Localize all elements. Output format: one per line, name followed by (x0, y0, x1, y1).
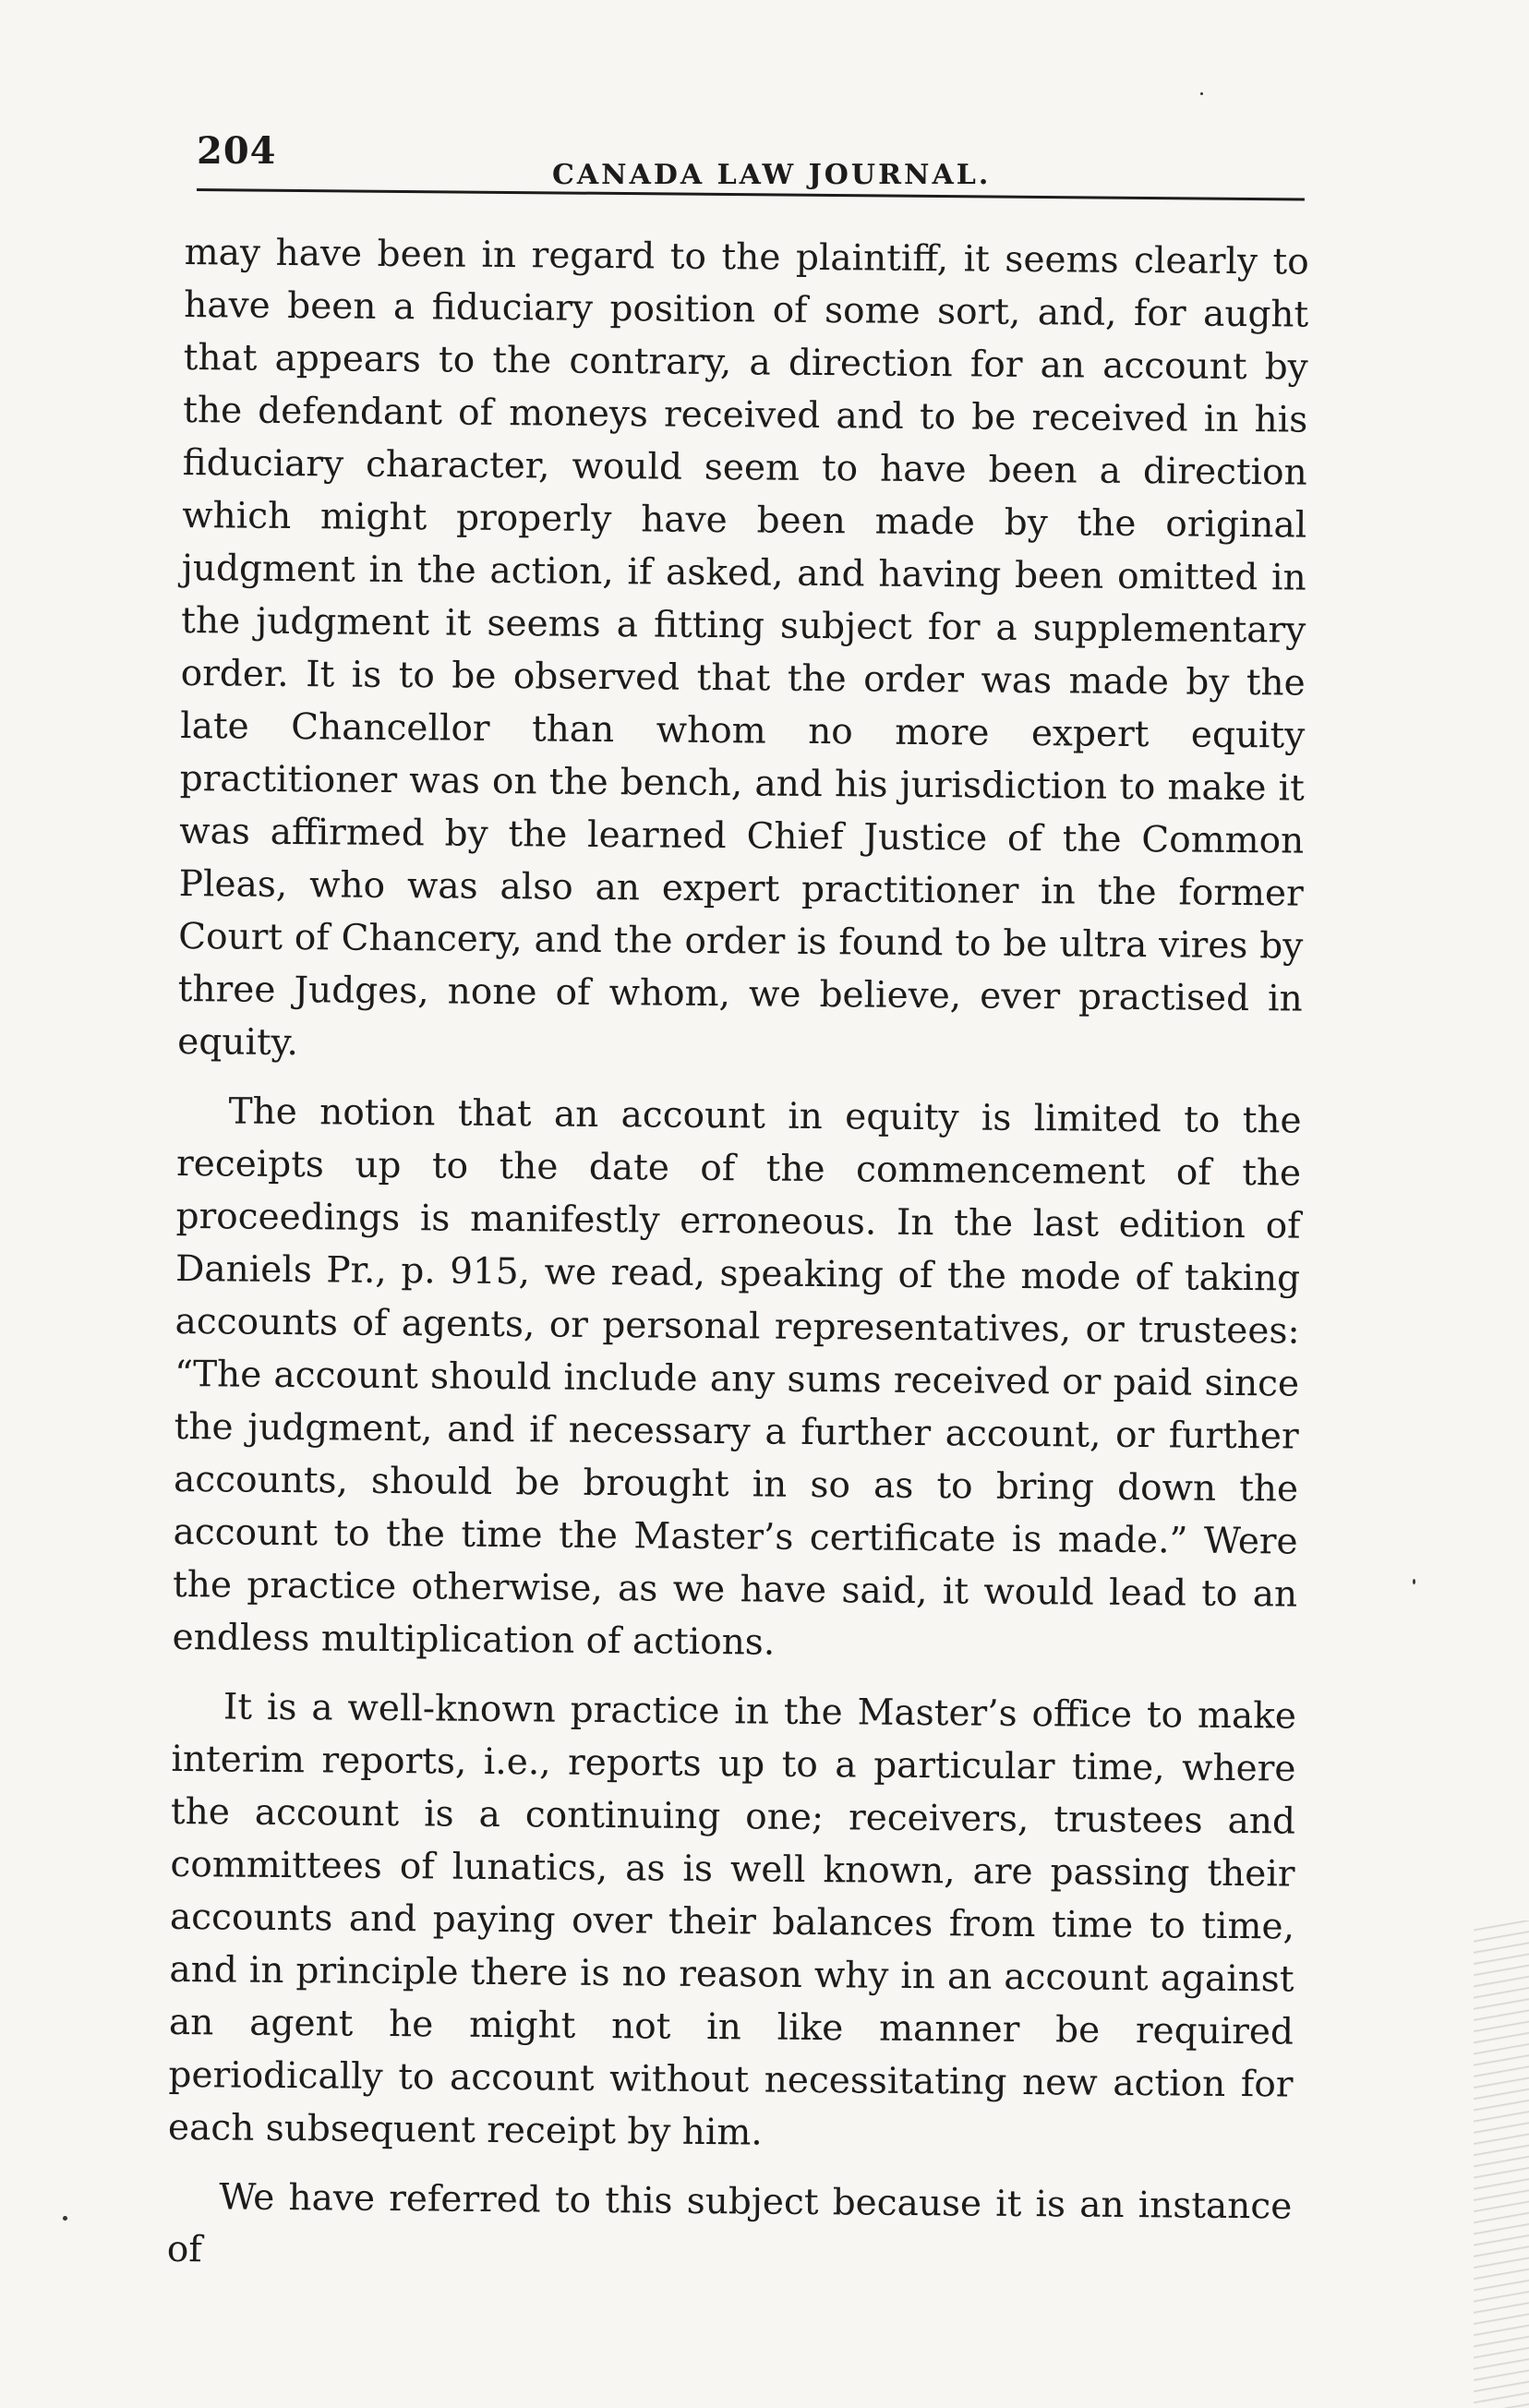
paragraph-continued: may have been in regard to the plaintiff, it seems clearly to have been a fiduciary position of some sort, and, for aught that appears to the contrary, a direction for an account by the defendant of moneys received and to be received in his fiduciary character, would seem to have been a direction which might properly have been made by the original judgment in the action, if asked, and having been omitted in the judgment it seems a fitting subject for a supplementary order. It is to be observed that the order was made by the late Chancellor than whom no more expert equity practitioner was on the bench, and his jurisdiction to make it was affirmed by the learned Chief Justice of the Common Pleas, who was also an expert practitioner in the former Court of Chancery, and the order is found to be ultra vires by three Judges, none of whom, we believe, ever practised in equity. (177, 231, 1309, 1065)
scan-edge-noise (1474, 1920, 1529, 2408)
paragraph: It is a well-known practice in the Master’s office to make interim reports, i.e., reports up to a particular time, where the account is a continuing one; receivers, trustees and committees of lunatics, as is well known, are passing their accounts and paying over their balances from time to time, and in principle there is no reason why in an account against an agent he might not in like manner be required periodically to account without necessitating new action for each subsequent receipt by him. (167, 1686, 1297, 2154)
scan-speck (1200, 92, 1203, 95)
scan-speck (1413, 1579, 1415, 1584)
paragraph: The notion that an account in equity is limited to the receipts up to the date of the commencement of the proceedings is manifestly erroneous. In the last edition of Daniels Pr., p. 915, we read, speaking of the mode of taking accounts of agents, or personal representatives, or trustees: “The account should include any sums received or paid since the judgment, and if necessary a further account, or further accounts, should be brought in so as to bring down the account to the time the Master’s certificate is made.” Were the practice otherwise, as we have said, it would lead to an endless multiplication of actions. (172, 1090, 1302, 1664)
page-number: 204 (197, 129, 277, 173)
journal-title: CANADA LAW JOURNAL. (552, 159, 992, 191)
running-head (197, 122, 1305, 196)
scan-speck (63, 2216, 67, 2221)
article-body (166, 226, 1308, 2303)
paragraph: We have referred to this subject because it is an instance of (166, 2176, 1293, 2271)
